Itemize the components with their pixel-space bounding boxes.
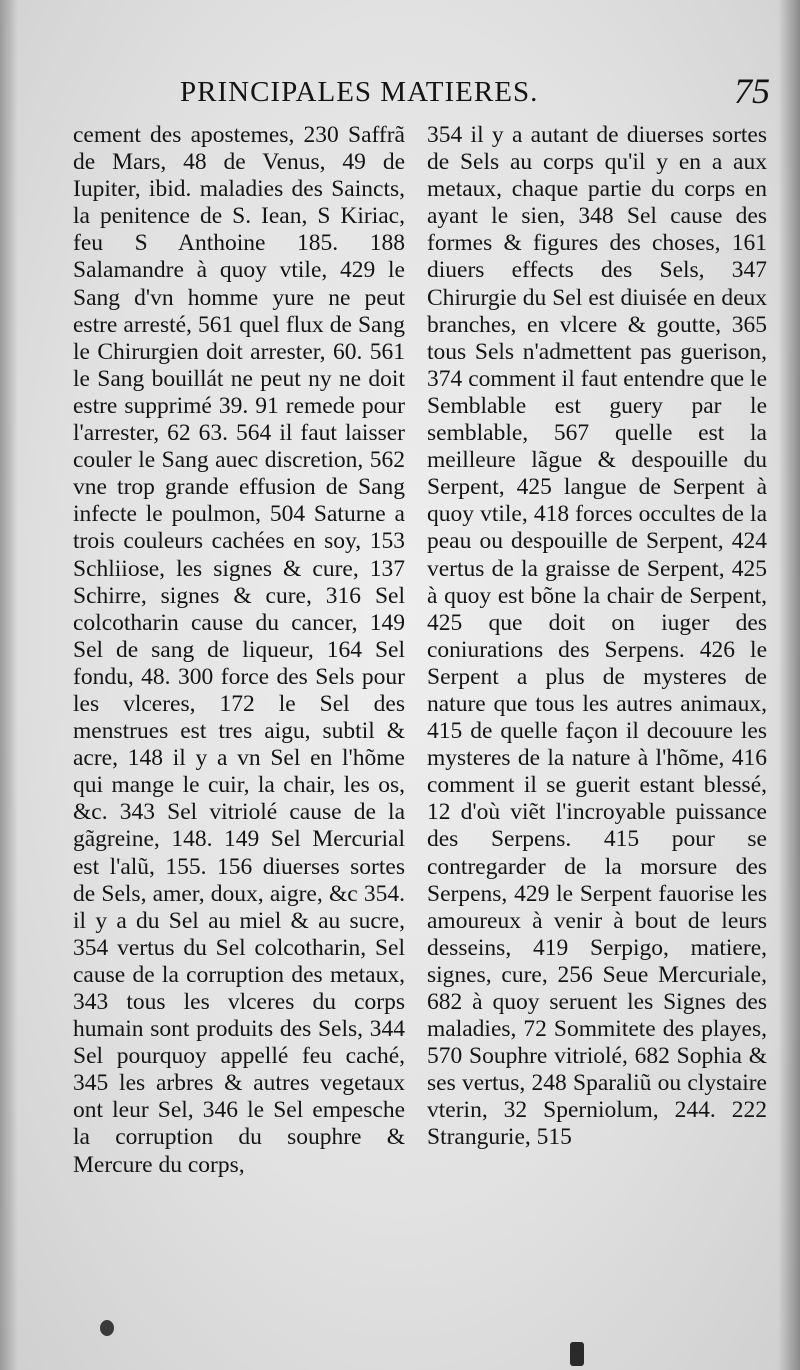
index-text-left: cement des apostemes, 230 Saffrã de Mars, 48 de Venus, 49 de Iupiter, ibid. maladies des Saincts, la penitence de S. Iean, S Kiriac, feu S Anthoine 185. 188 Salamandre à quoy vtile, 429 le Sang d'vn homme yure ne peut estre arresté, 561 quel flux de Sang le Chirurgien doit arrester, 60. 561 le Sang bouillát ne peut ny ne doit estre supprimé 39. 91 remede pour l'arrester, 62 63. 564 il faut laisser couler le Sang auec discretion, 562 vne trop grande effusion de Sang infecte le poulmon, 504 Saturne a trois couleurs cachées en soy, 153 Schliiose, les signes & cure, 137 Schirre, signes & cure, 316 Sel colcotharin cause du cancer, 149 Sel de sang de liqueur, 164 Sel fondu, 48. 300 force des Sels pour les vlceres, 172 le Sel des menstrues est tres aigu, subtil & acre, 148 il y a vn Sel en l'hõme qui mange le cuir, la chair, les os, &c. 343 Sel vitriolé cause de la gãgreine, 148. 149 Sel Mercurial est l'alũ, 155. 156 diuerses sortes de Sels, amer, doux, aigre, &c 354. il y a du Sel au miel & au sucre, 354 vertus du Sel colcotharin, Sel cause de la corruption des metaux, 343 tous les vlceres du corps humain sont produits des Sels, 344 Sel pourquoy appellé feu caché, 345 les arbres & autres vegetaux ont leur Sel, 346 le Sel empesche la corruption du souphre & Mercure du corps, <box>73 122 405 1178</box>
index-column-right <box>427 122 767 1282</box>
page-left-shadow <box>0 0 18 1370</box>
page-number: 75 <box>734 71 770 111</box>
ink-blot-mark <box>100 1320 114 1336</box>
running-head: PRINCIPALES MATIERES. <box>180 76 539 108</box>
page-right-shadow <box>778 0 800 1370</box>
page-header <box>180 70 770 120</box>
index-text-right: 354 il y a autant de diuerses sortes de Sels au corps qu'il y en a aux metaux, chaque partie du corps en ayant le sien, 348 Sel cause des formes & figures des choses, 161 diuers effects des Sels, 347 Chirurgie du Sel est diuisée en deux branches, en vlcere & goutte, 365 tous Sels n'admettent pas guerison, 374 comment il faut entendre que le Semblable est guery par le semblable, 567 quelle est la meilleure lãgue & despouille du Serpent, 425 langue de Serpent à quoy vtile, 418 forces occultes de la peau ou despouille de Serpent, 424 vertus de la graisse de Serpent, 425 à quoy est bõne la chair de Serpent, 425 que doit on iuger des coniurations des Serpens. 426 le Serpent a plus de mysteres de nature que tous les autres animaux, 415 de quelle façon il decouure les mysteres de la nature à l'hõme, 416 comment il se guerit estant blessé, 12 d'où viẽt l'incroyable puissance des Serpens. 415 pour se contregarder de la morsure des Serpens, 429 le Serpent fauorise les amoureux à venir à bout de leurs desseins, 419 Serpigo, matiere, signes, cure, 256 Seue Mercuriale, 682 à quoy seruent les Signes des maladies, 72 Sommitete des playes, 570 Souphre vitriolé, 682 Sophia & ses vertus, 248 Sparaliũ ou clystaire vterin, 32 Sperniolum, 244. 222 Strangurie, 515 <box>427 122 767 1151</box>
ink-blot-mark-bottom <box>570 1342 584 1366</box>
index-column-left <box>73 122 405 1282</box>
